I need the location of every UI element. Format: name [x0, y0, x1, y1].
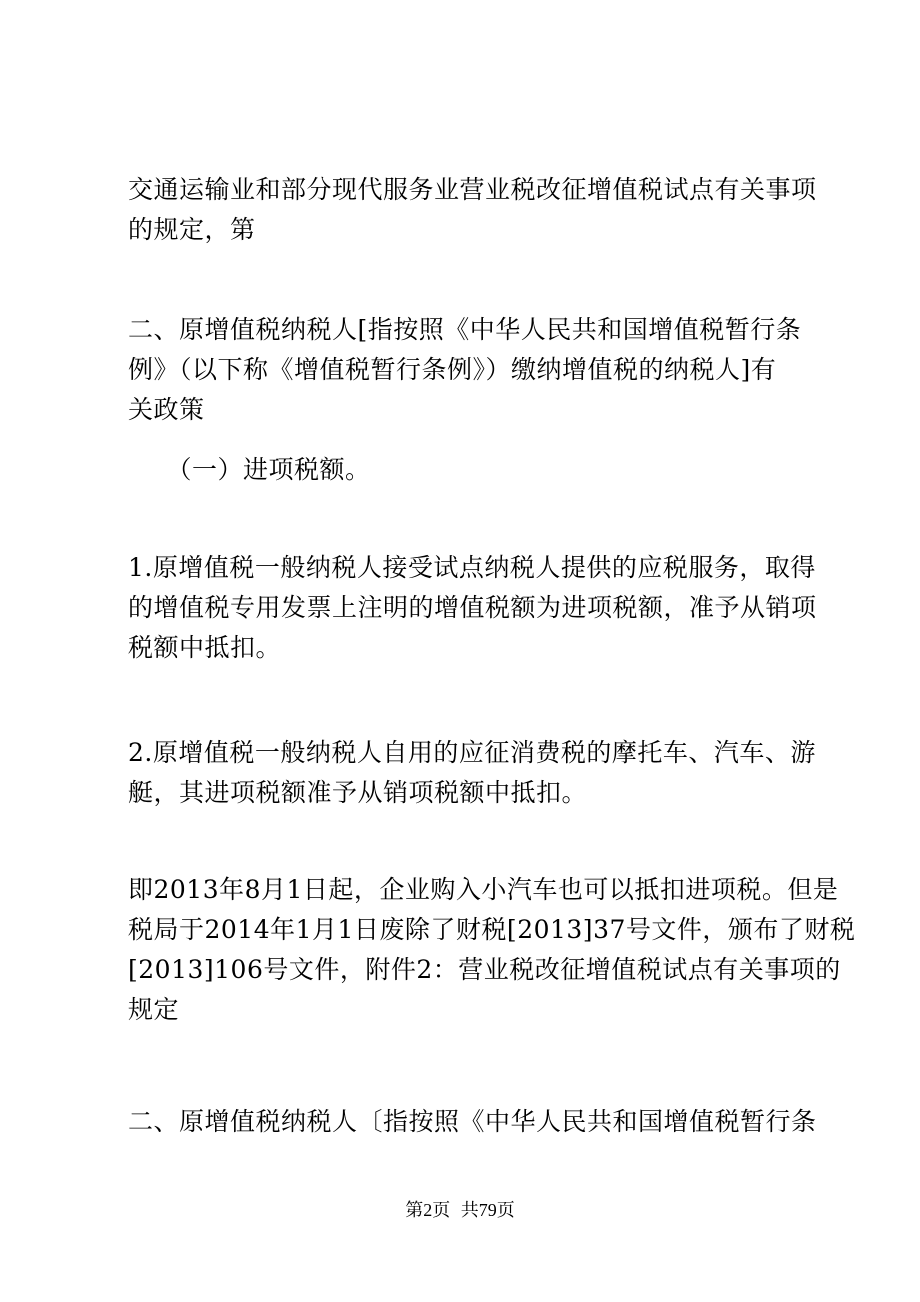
text-line: 例》（以下称《增值税暂行条例》）缴纳增值税的纳税人]有	[128, 355, 777, 384]
paragraph-subheading-input-tax	[128, 450, 808, 490]
text-line: 艇，其进项税额准予从销项税额中抵扣。	[128, 778, 588, 807]
paragraph-policy-change	[128, 870, 856, 1030]
paragraph-section-two-heading	[128, 310, 808, 430]
text-line: 的规定，第	[128, 215, 256, 244]
text-line: 二、原增值税纳税人〔指按照《中华人民共和国增值税暂行条	[128, 1107, 817, 1136]
text-line: 关政策	[128, 395, 205, 424]
page-number: 第2页	[405, 1200, 451, 1220]
paragraph-section-two-repeat	[128, 1102, 817, 1142]
text-line: [2013]106号文件，附件2：营业税改征增值税试点有关事项的	[128, 955, 841, 984]
text-line: 税局于2014年1月1日废除了财税[2013]37号文件，颁布了财税	[128, 915, 856, 944]
page-footer	[0, 1198, 920, 1222]
text-line: 交通运输业和部分现代服务业营业税改征增值税试点有关事项	[128, 175, 817, 204]
paragraph-item-1	[128, 548, 817, 668]
text-line: 即2013年8月1日起，企业购入小汽车也可以抵扣进项税。但是	[128, 875, 839, 904]
text-line: 2.原增值税一般纳税人自用的应征消费税的摩托车、汽车、游	[128, 738, 816, 767]
text-line: 的增值税专用发票上注明的增值税额为进项税额，准予从销项	[128, 593, 817, 622]
text-line: 1.原增值税一般纳税人接受试点纳税人提供的应税服务，取得	[128, 553, 816, 582]
page-total: 共79页	[460, 1200, 515, 1220]
text-line: 税额中抵扣。	[128, 633, 282, 662]
paragraph-item-2	[128, 733, 816, 813]
text-line: 二、原增值税纳税人[指按照《中华人民共和国增值税暂行条	[128, 315, 802, 344]
text-line: （一）进项税额。	[128, 455, 371, 484]
text-line: 规定	[128, 995, 180, 1024]
paragraph-intro	[128, 170, 817, 250]
